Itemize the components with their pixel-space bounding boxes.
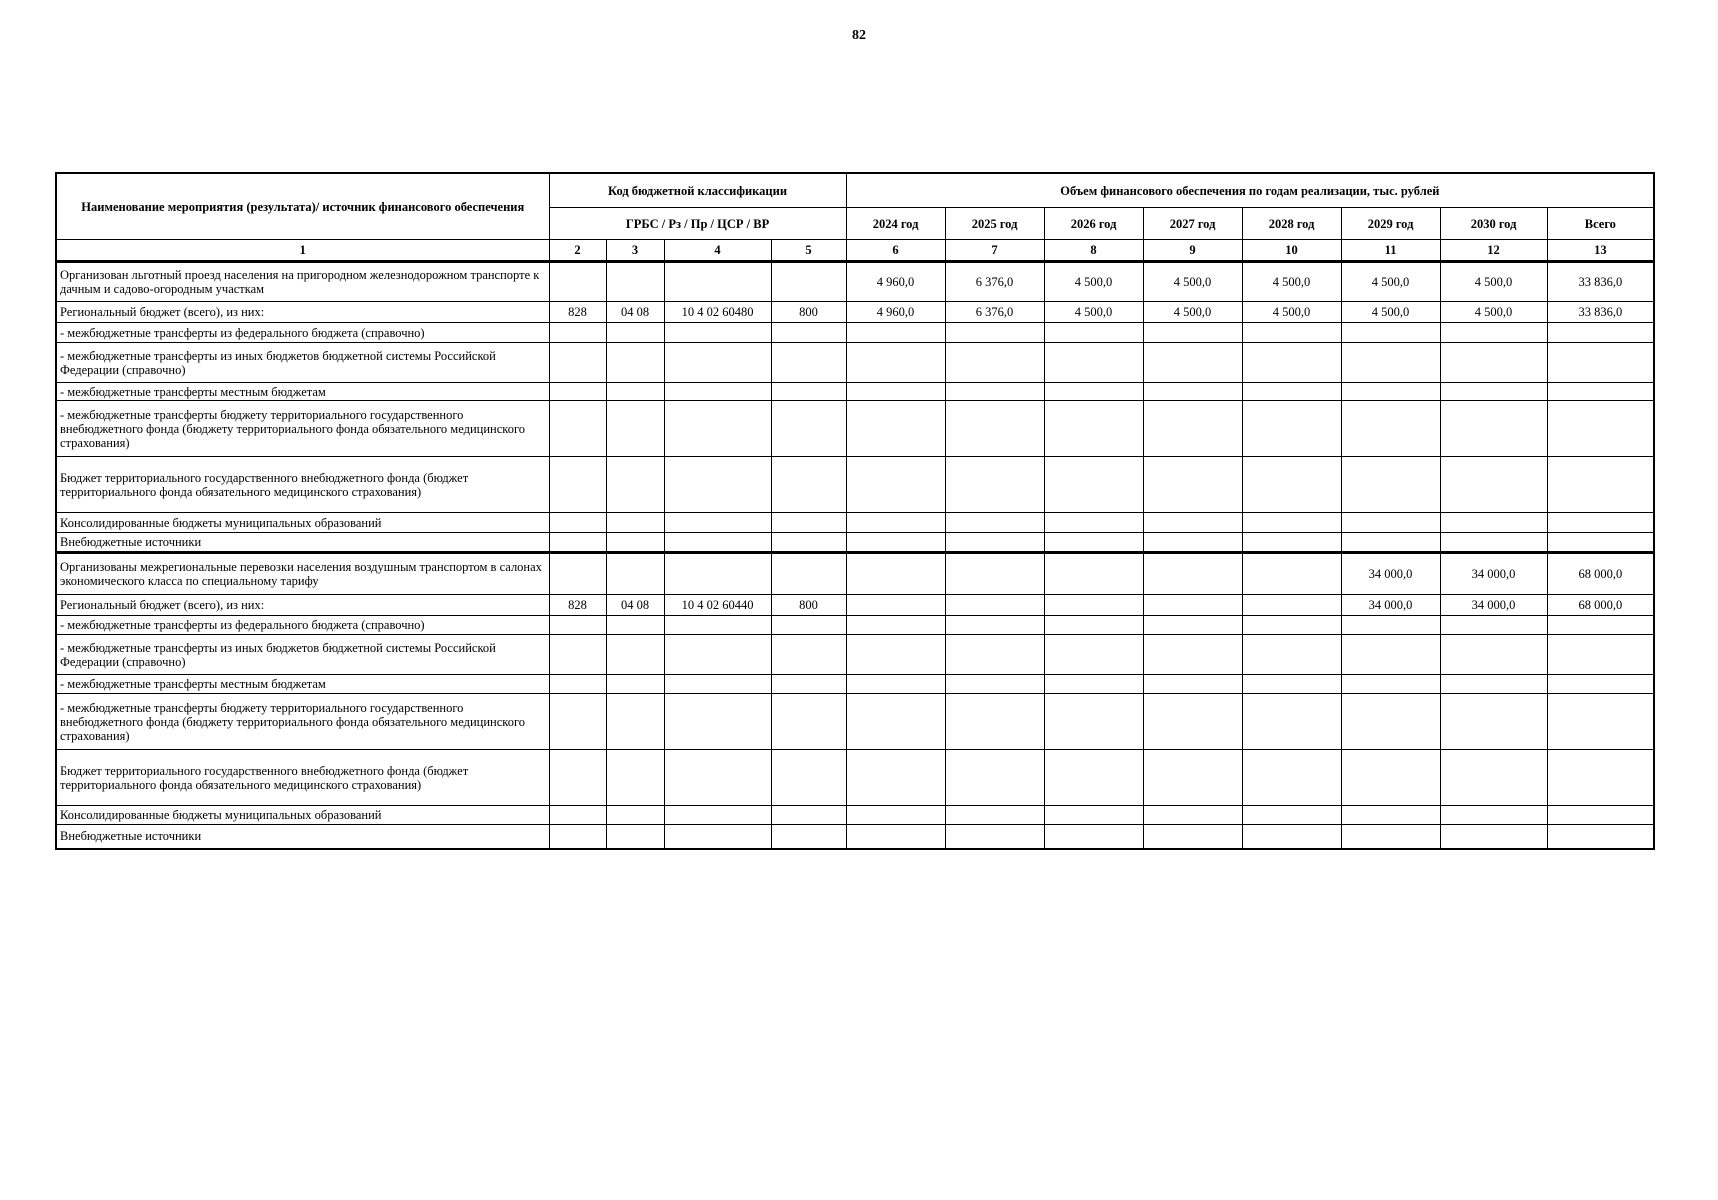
year-value-cell xyxy=(846,595,945,616)
year-value-cell: 4 500,0 xyxy=(1440,262,1547,302)
budget-code-cell xyxy=(664,553,771,595)
row-name: - межбюджетные трансферты из федерального бюджета (справочно) xyxy=(56,616,549,635)
column-number: 3 xyxy=(606,240,664,262)
table-row xyxy=(56,694,1654,750)
total-cell: 33 836,0 xyxy=(1547,262,1654,302)
table-row xyxy=(56,533,1654,553)
column-number: 10 xyxy=(1242,240,1341,262)
year-value-cell xyxy=(1242,595,1341,616)
table-row xyxy=(56,635,1654,675)
budget-code-cell: 800 xyxy=(771,302,846,323)
budget-code-cell xyxy=(549,513,606,533)
year-value-cell xyxy=(1341,616,1440,635)
year-value-cell xyxy=(1143,343,1242,383)
budget-code-cell xyxy=(606,825,664,849)
year-value-cell xyxy=(1143,383,1242,401)
year-value-cell xyxy=(1440,323,1547,343)
year-value-cell xyxy=(1044,750,1143,806)
total-cell xyxy=(1547,750,1654,806)
total-cell: 68 000,0 xyxy=(1547,553,1654,595)
year-value-cell xyxy=(846,383,945,401)
year-value-cell: 4 960,0 xyxy=(846,302,945,323)
year-value-cell xyxy=(945,513,1044,533)
budget-code-cell xyxy=(606,694,664,750)
header-year: 2026 год xyxy=(1044,208,1143,240)
year-value-cell xyxy=(1242,675,1341,694)
budget-code-cell xyxy=(549,616,606,635)
table-row xyxy=(56,806,1654,825)
year-value-cell xyxy=(1341,343,1440,383)
row-name: Внебюджетные источники xyxy=(56,533,549,553)
table-row xyxy=(56,457,1654,513)
year-value-cell xyxy=(945,323,1044,343)
budget-code-cell xyxy=(664,806,771,825)
year-value-cell xyxy=(1341,635,1440,675)
year-value-cell xyxy=(1440,806,1547,825)
year-value-cell xyxy=(1341,401,1440,457)
total-cell xyxy=(1547,825,1654,849)
total-cell xyxy=(1547,694,1654,750)
budget-code-cell xyxy=(771,323,846,343)
year-value-cell: 4 500,0 xyxy=(1044,262,1143,302)
column-number: 12 xyxy=(1440,240,1547,262)
year-value-cell xyxy=(1242,401,1341,457)
row-name: Внебюджетные источники xyxy=(56,825,549,849)
year-value-cell: 34 000,0 xyxy=(1440,595,1547,616)
budget-code-cell xyxy=(771,750,846,806)
year-value-cell xyxy=(1341,383,1440,401)
year-value-cell xyxy=(846,513,945,533)
year-value-cell xyxy=(1242,825,1341,849)
budget-code-cell xyxy=(664,457,771,513)
table-row xyxy=(56,675,1654,694)
year-value-cell xyxy=(1143,457,1242,513)
year-value-cell xyxy=(1242,616,1341,635)
budget-code-cell xyxy=(606,750,664,806)
column-number: 2 xyxy=(549,240,606,262)
budget-code-cell xyxy=(549,323,606,343)
year-value-cell xyxy=(945,383,1044,401)
total-cell: 33 836,0 xyxy=(1547,302,1654,323)
year-value-cell: 4 500,0 xyxy=(1341,302,1440,323)
budget-code-cell xyxy=(606,675,664,694)
budget-code-cell xyxy=(771,343,846,383)
budget-code-cell xyxy=(664,513,771,533)
year-value-cell xyxy=(1440,675,1547,694)
year-value-cell xyxy=(1341,533,1440,553)
year-value-cell xyxy=(1440,457,1547,513)
table-row xyxy=(56,750,1654,806)
row-name: - межбюджетные трансферты из федерального бюджета (справочно) xyxy=(56,323,549,343)
year-value-cell xyxy=(1440,635,1547,675)
header-total: Всего xyxy=(1547,208,1654,240)
row-name: - межбюджетные трансферты местным бюджетам xyxy=(56,383,549,401)
year-value-cell: 4 500,0 xyxy=(1341,262,1440,302)
budget-code-cell xyxy=(549,635,606,675)
budget-code-cell xyxy=(549,401,606,457)
header-year: 2028 год xyxy=(1242,208,1341,240)
year-value-cell xyxy=(1440,513,1547,533)
budget-code-cell xyxy=(664,635,771,675)
year-value-cell xyxy=(1044,806,1143,825)
year-value-cell xyxy=(1044,457,1143,513)
budget-code-cell xyxy=(771,457,846,513)
year-value-cell xyxy=(846,323,945,343)
year-value-cell xyxy=(1242,750,1341,806)
budget-code-cell xyxy=(606,323,664,343)
year-value-cell xyxy=(1440,825,1547,849)
budget-code-cell: 10 4 02 60480 xyxy=(664,302,771,323)
year-value-cell xyxy=(1044,553,1143,595)
year-value-cell xyxy=(1044,401,1143,457)
year-value-cell xyxy=(1143,694,1242,750)
year-value-cell xyxy=(1242,457,1341,513)
budget-code-cell xyxy=(549,694,606,750)
header-year: 2029 год xyxy=(1341,208,1440,240)
table-row xyxy=(56,323,1654,343)
budget-code-cell xyxy=(549,262,606,302)
year-value-cell xyxy=(1341,675,1440,694)
year-value-cell xyxy=(1242,323,1341,343)
budget-code-cell xyxy=(664,694,771,750)
year-value-cell xyxy=(1044,675,1143,694)
header-year: 2027 год xyxy=(1143,208,1242,240)
budget-code-cell xyxy=(664,323,771,343)
year-value-cell xyxy=(1242,553,1341,595)
column-number: 7 xyxy=(945,240,1044,262)
year-value-cell xyxy=(945,401,1044,457)
year-value-cell xyxy=(1440,750,1547,806)
budget-code-cell: 800 xyxy=(771,595,846,616)
year-value-cell xyxy=(846,533,945,553)
header-name-column: Наименование мероприятия (результата)/ источник финансового обеспечения xyxy=(56,173,549,240)
year-value-cell xyxy=(846,635,945,675)
budget-code-cell xyxy=(664,750,771,806)
year-value-cell xyxy=(945,750,1044,806)
header-financing-volume: Объем финансового обеспечения по годам реализации, тыс. рублей xyxy=(846,173,1654,208)
header-year: 2025 год xyxy=(945,208,1044,240)
year-value-cell xyxy=(846,553,945,595)
budget-code-cell xyxy=(606,343,664,383)
budget-code-cell xyxy=(771,694,846,750)
year-value-cell xyxy=(1143,401,1242,457)
year-value-cell xyxy=(1143,595,1242,616)
year-value-cell xyxy=(1440,616,1547,635)
year-value-cell: 4 500,0 xyxy=(1143,262,1242,302)
year-value-cell xyxy=(1242,533,1341,553)
budget-code-cell xyxy=(664,343,771,383)
budget-code-cell xyxy=(664,616,771,635)
budget-code-cell xyxy=(664,825,771,849)
total-cell xyxy=(1547,401,1654,457)
year-value-cell xyxy=(1143,825,1242,849)
year-value-cell xyxy=(846,616,945,635)
column-number: 4 xyxy=(664,240,771,262)
year-value-cell xyxy=(1242,343,1341,383)
row-name: Региональный бюджет (всего), из них: xyxy=(56,302,549,323)
total-cell: 68 000,0 xyxy=(1547,595,1654,616)
row-name: Консолидированные бюджеты муниципальных образований xyxy=(56,513,549,533)
budget-code-cell xyxy=(771,616,846,635)
year-value-cell: 34 000,0 xyxy=(1341,553,1440,595)
budget-code-cell xyxy=(549,825,606,849)
total-cell xyxy=(1547,675,1654,694)
year-value-cell xyxy=(1143,616,1242,635)
total-cell xyxy=(1547,635,1654,675)
budget-code-cell xyxy=(549,675,606,694)
row-name: - межбюджетные трансферты из иных бюджетов бюджетной системы Российской Федерации (справочно) xyxy=(56,343,549,383)
year-value-cell xyxy=(846,750,945,806)
year-value-cell xyxy=(945,825,1044,849)
budget-code-cell xyxy=(771,806,846,825)
row-name: - межбюджетные трансферты бюджету территориального государственного внебюджетного фонда (бюджету территориального фонда обязательного медицинского страхования) xyxy=(56,694,549,750)
year-value-cell xyxy=(1341,513,1440,533)
year-value-cell: 34 000,0 xyxy=(1440,553,1547,595)
year-value-cell xyxy=(1044,595,1143,616)
table-row xyxy=(56,262,1654,302)
budget-code-cell: 10 4 02 60440 xyxy=(664,595,771,616)
year-value-cell xyxy=(945,616,1044,635)
year-value-cell xyxy=(1341,694,1440,750)
year-value-cell xyxy=(1143,323,1242,343)
year-value-cell xyxy=(945,533,1044,553)
column-number: 5 xyxy=(771,240,846,262)
year-value-cell xyxy=(1341,806,1440,825)
budget-code-cell xyxy=(549,750,606,806)
row-name: Организован льготный проезд населения на пригородном железнодорожном транспорте к дачным и садово-огородным участкам xyxy=(56,262,549,302)
budget-code-cell xyxy=(606,262,664,302)
year-value-cell xyxy=(1044,323,1143,343)
header-budget-code-sub: ГРБС / Рз / Пр / ЦСР / ВР xyxy=(549,208,846,240)
table-row xyxy=(56,343,1654,383)
year-value-cell xyxy=(1044,825,1143,849)
row-name: Бюджет территориального государственного внебюджетного фонда (бюджет территориального фонда обязательного медицинского страхования) xyxy=(56,457,549,513)
budget-code-cell xyxy=(771,553,846,595)
year-value-cell xyxy=(1044,533,1143,553)
year-value-cell xyxy=(945,457,1044,513)
year-value-cell xyxy=(1440,533,1547,553)
year-value-cell: 4 500,0 xyxy=(1044,302,1143,323)
year-value-cell: 4 960,0 xyxy=(846,262,945,302)
year-value-cell xyxy=(846,825,945,849)
year-value-cell xyxy=(1143,635,1242,675)
year-value-cell xyxy=(846,806,945,825)
column-number: 6 xyxy=(846,240,945,262)
total-cell xyxy=(1547,383,1654,401)
budget-code-cell xyxy=(664,262,771,302)
row-name: - межбюджетные трансферты местным бюджетам xyxy=(56,675,549,694)
budget-code-cell xyxy=(664,533,771,553)
column-numbers-row xyxy=(56,240,1654,262)
budget-code-cell xyxy=(606,553,664,595)
row-name: - межбюджетные трансферты из иных бюджетов бюджетной системы Российской Федерации (справочно) xyxy=(56,635,549,675)
budget-code-cell xyxy=(606,401,664,457)
year-value-cell xyxy=(1341,750,1440,806)
budget-code-cell xyxy=(606,533,664,553)
row-name: Бюджет территориального государственного внебюджетного фонда (бюджет территориального фонда обязательного медицинского страхования) xyxy=(56,750,549,806)
year-value-cell: 34 000,0 xyxy=(1341,595,1440,616)
year-value-cell xyxy=(1440,401,1547,457)
budget-code-cell xyxy=(549,533,606,553)
year-value-cell xyxy=(945,553,1044,595)
budget-code-cell xyxy=(664,383,771,401)
row-name: Региональный бюджет (всего), из них: xyxy=(56,595,549,616)
column-number: 8 xyxy=(1044,240,1143,262)
year-value-cell xyxy=(846,675,945,694)
year-value-cell: 6 376,0 xyxy=(945,302,1044,323)
year-value-cell xyxy=(1044,513,1143,533)
total-cell xyxy=(1547,513,1654,533)
year-value-cell xyxy=(1242,806,1341,825)
year-value-cell xyxy=(1143,533,1242,553)
table-row xyxy=(56,513,1654,533)
budget-code-cell xyxy=(771,533,846,553)
year-value-cell xyxy=(1044,616,1143,635)
budget-code-cell xyxy=(549,553,606,595)
budget-code-cell xyxy=(771,262,846,302)
year-value-cell xyxy=(846,694,945,750)
year-value-cell xyxy=(1242,635,1341,675)
year-value-cell xyxy=(1143,513,1242,533)
row-name: Организованы межрегиональные перевозки населения воздушным транспортом в салонах экономического класса по специальному тарифу xyxy=(56,553,549,595)
budget-code-cell xyxy=(771,825,846,849)
table-body xyxy=(56,262,1654,849)
year-value-cell xyxy=(1440,383,1547,401)
total-cell xyxy=(1547,616,1654,635)
year-value-cell xyxy=(1044,635,1143,675)
year-value-cell xyxy=(1143,750,1242,806)
year-value-cell xyxy=(1341,323,1440,343)
budget-code-cell: 04 08 xyxy=(606,595,664,616)
table-row xyxy=(56,383,1654,401)
year-value-cell xyxy=(1242,513,1341,533)
year-value-cell xyxy=(1044,383,1143,401)
year-value-cell: 4 500,0 xyxy=(1242,302,1341,323)
header-year: 2030 год xyxy=(1440,208,1547,240)
total-cell xyxy=(1547,323,1654,343)
budget-code-cell xyxy=(771,635,846,675)
budget-code-cell xyxy=(606,806,664,825)
table-row xyxy=(56,825,1654,849)
budget-code-cell xyxy=(606,513,664,533)
budget-code-cell xyxy=(771,401,846,457)
year-value-cell xyxy=(1440,343,1547,383)
year-value-cell xyxy=(1143,675,1242,694)
year-value-cell xyxy=(846,401,945,457)
total-cell xyxy=(1547,343,1654,383)
year-value-cell xyxy=(945,343,1044,383)
header-budget-code: Код бюджетной классификации xyxy=(549,173,846,208)
year-value-cell xyxy=(945,675,1044,694)
budget-code-cell: 04 08 xyxy=(606,302,664,323)
year-value-cell xyxy=(1143,553,1242,595)
budget-code-cell xyxy=(606,635,664,675)
table-row xyxy=(56,595,1654,616)
budget-code-cell: 828 xyxy=(549,302,606,323)
budget-code-cell: 828 xyxy=(549,595,606,616)
budget-code-cell xyxy=(771,675,846,694)
row-name: - межбюджетные трансферты бюджету территориального государственного внебюджетного фонда (бюджету территориального фонда обязательного медицинского страхования) xyxy=(56,401,549,457)
year-value-cell xyxy=(945,635,1044,675)
year-value-cell xyxy=(846,343,945,383)
table-row xyxy=(56,616,1654,635)
year-value-cell xyxy=(1143,806,1242,825)
column-number: 1 xyxy=(56,240,549,262)
budget-code-cell xyxy=(549,806,606,825)
budget-code-cell xyxy=(606,616,664,635)
year-value-cell: 4 500,0 xyxy=(1143,302,1242,323)
column-number: 9 xyxy=(1143,240,1242,262)
year-value-cell xyxy=(1044,343,1143,383)
budget-code-cell xyxy=(549,383,606,401)
year-value-cell xyxy=(945,806,1044,825)
budget-code-cell xyxy=(771,383,846,401)
column-number: 11 xyxy=(1341,240,1440,262)
budget-code-cell xyxy=(771,513,846,533)
budget-code-cell xyxy=(606,457,664,513)
year-value-cell xyxy=(846,457,945,513)
table-row xyxy=(56,401,1654,457)
year-value-cell xyxy=(1044,694,1143,750)
budget-code-cell xyxy=(549,457,606,513)
budget-code-cell xyxy=(664,401,771,457)
total-cell xyxy=(1547,457,1654,513)
year-value-cell xyxy=(1242,383,1341,401)
year-value-cell xyxy=(945,595,1044,616)
financing-table xyxy=(55,172,1655,850)
year-value-cell xyxy=(1242,694,1341,750)
row-name: Консолидированные бюджеты муниципальных образований xyxy=(56,806,549,825)
budget-code-cell xyxy=(549,343,606,383)
header-year: 2024 год xyxy=(846,208,945,240)
year-value-cell: 6 376,0 xyxy=(945,262,1044,302)
year-value-cell xyxy=(1440,694,1547,750)
year-value-cell: 4 500,0 xyxy=(1242,262,1341,302)
page-number: 82 xyxy=(852,28,866,43)
year-value-cell: 4 500,0 xyxy=(1440,302,1547,323)
year-value-cell xyxy=(1341,457,1440,513)
total-cell xyxy=(1547,806,1654,825)
column-number: 13 xyxy=(1547,240,1654,262)
table-row xyxy=(56,302,1654,323)
table-row xyxy=(56,553,1654,595)
budget-code-cell xyxy=(664,675,771,694)
year-value-cell xyxy=(945,694,1044,750)
total-cell xyxy=(1547,533,1654,553)
year-value-cell xyxy=(1341,825,1440,849)
budget-code-cell xyxy=(606,383,664,401)
